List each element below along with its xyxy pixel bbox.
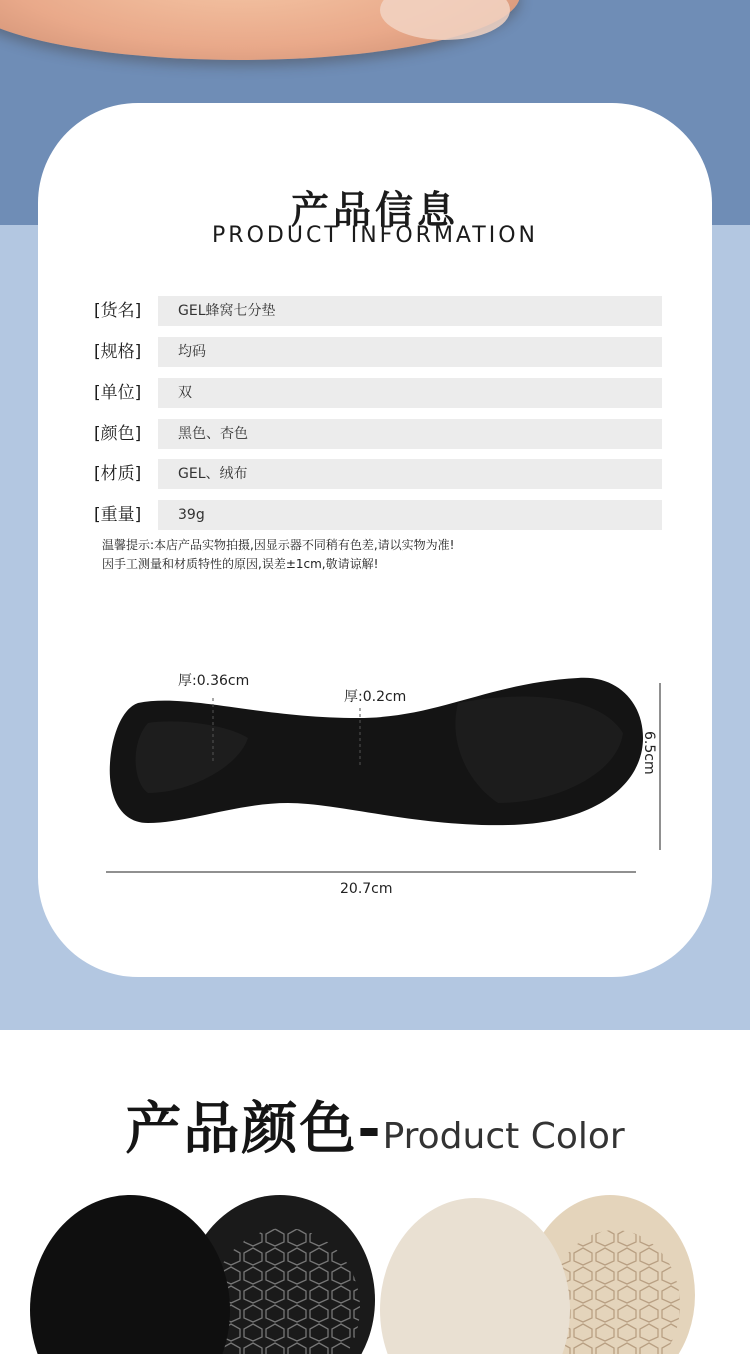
spec-value-box: [158, 500, 662, 530]
spec-row-weight: [94, 500, 662, 530]
spec-value-box: [158, 296, 662, 326]
info-title: 产品信息: [290, 188, 459, 232]
spec-row-name: [94, 296, 662, 326]
color-title-cn: 产品颜色-: [125, 1097, 383, 1162]
info-subtitle: PRODUCT INFORMATION: [212, 223, 538, 248]
notice-text: 因手工测量和材质特性的原因,误差±1cm,敬请谅解!: [102, 557, 379, 571]
spec-value: 黑色、杏色: [178, 426, 248, 442]
thickness-heel-label: 厚:0.36cm: [178, 673, 250, 689]
spec-value: 39g: [178, 507, 205, 523]
insole-diagram: [38, 663, 712, 923]
color-title-en: Product Color: [382, 1116, 625, 1157]
spec-value-box: [158, 419, 662, 449]
spec-row-material: [94, 459, 662, 489]
spec-value: 双: [178, 385, 192, 401]
spec-value-box: [158, 378, 662, 408]
beige-pad-fabric-side: [380, 1198, 570, 1354]
thickness-mid-label: 厚:0.2cm: [344, 689, 407, 705]
color-section-title: [0, 1085, 750, 1165]
spec-value: 均码: [178, 344, 206, 360]
black-pad-fabric-side: [30, 1195, 230, 1354]
spec-value-box: [158, 459, 662, 489]
product-info-card: [38, 103, 712, 977]
spec-label: [单位]: [94, 383, 142, 403]
spec-label: [材质]: [94, 464, 142, 484]
spec-value-box: [158, 337, 662, 367]
spec-value: GEL、绒布: [178, 466, 248, 482]
spec-row-size: [94, 337, 662, 367]
spec-label: [重量]: [94, 505, 142, 525]
spec-value: GEL蜂窝七分垫: [178, 303, 276, 319]
spec-row-unit: [94, 378, 662, 408]
spec-label: [颜色]: [94, 424, 142, 444]
notice-text: 温馨提示:本店产品实物拍摄,因显示器不同稍有色差,请以实物为准!: [102, 538, 455, 552]
width-label: 6.5cm: [641, 731, 657, 775]
length-label: 20.7cm: [340, 881, 393, 897]
spec-label: [货名]: [94, 301, 142, 321]
color-variants-photo: [0, 1190, 750, 1354]
spec-label: [规格]: [94, 342, 142, 362]
spec-row-color: [94, 419, 662, 449]
